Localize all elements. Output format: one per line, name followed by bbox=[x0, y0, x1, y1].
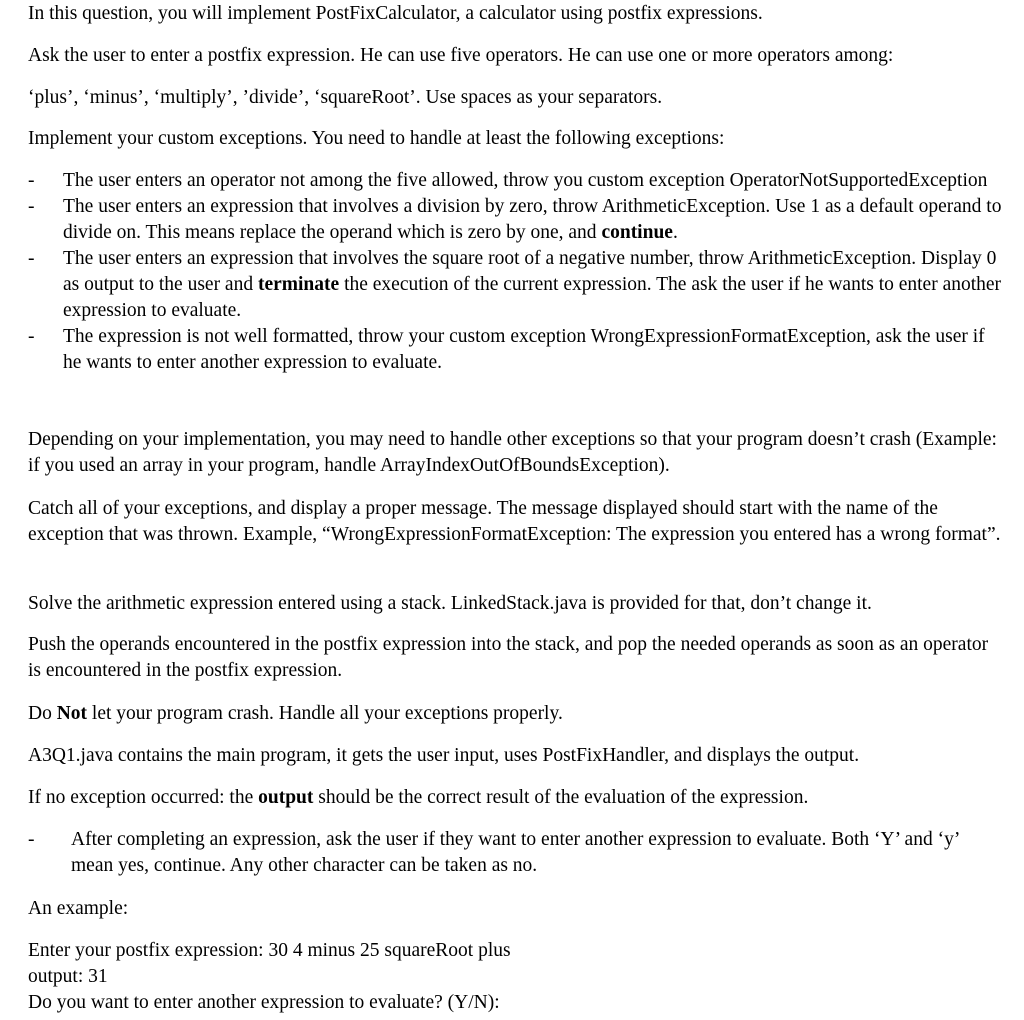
text-run: should be the correct result of the evaluation of the expression. bbox=[313, 787, 809, 808]
intro-paragraph: In this question, you will implement PostFixCalculator, a calculator using postfix expressions. bbox=[28, 3, 763, 24]
stack-paragraph: Solve the arithmetic expression entered using a stack. LinkedStack.java is provided for that, don’t change it. bbox=[28, 593, 872, 614]
main-program-paragraph: A3Q1.java contains the main program, it gets the user input, uses PostFixHandler, and displays the output. bbox=[28, 745, 860, 766]
list-item-text: The user enters an expression that involves a division by zero, throw ArithmeticException. Use 1 as a default operand to divide on. This means replace the operand which is zero by one, and bbox=[63, 196, 1002, 243]
bullet-dash: - bbox=[28, 829, 35, 850]
list-item bbox=[28, 827, 1003, 879]
continue-list bbox=[28, 827, 1003, 879]
text-run: let your program crash. Handle all your exceptions properly. bbox=[87, 703, 563, 724]
list-item-text: . bbox=[672, 222, 678, 243]
list-item-text: The user enters an operator not among the five allowed, throw you custom exception OperatorNotSupportedException bbox=[63, 170, 988, 191]
example-line: Do you want to enter another expression to evaluate? (Y/N): bbox=[28, 992, 500, 1013]
bullet-dash: - bbox=[28, 248, 35, 269]
example-block bbox=[28, 938, 1003, 1016]
list-item-text: The expression is not well formatted, throw your custom exception WrongExpressionFormatException, ask the user if he wants to enter another expression to evaluate. bbox=[63, 326, 985, 373]
bold-text: continue bbox=[601, 222, 673, 243]
catch-exceptions-paragraph: Catch all of your exceptions, and display a proper message. The message displayed should start with the name of the exception that was thrown. Example, “WrongExpressionFormatException: The expression you entered has a wrong format”. bbox=[28, 498, 1001, 545]
no-crash-paragraph bbox=[28, 701, 1003, 727]
example-line: output: 31 bbox=[28, 966, 108, 987]
list-item bbox=[28, 324, 1003, 376]
list-item-text: The user enters an expression that involves the square root of a negative number, throw ArithmeticException. Display 0 as output to the user and bbox=[63, 248, 997, 295]
bullet-dash: - bbox=[28, 196, 35, 217]
list-item bbox=[28, 194, 1003, 246]
text-run: If no exception occurred: the bbox=[28, 787, 259, 808]
exceptions-list bbox=[28, 168, 1003, 376]
text-run: Do bbox=[28, 703, 57, 724]
list-item bbox=[28, 168, 1003, 194]
bold-text: Not bbox=[56, 703, 88, 724]
list-item-text: After completing an expression, ask the user if they want to enter another expression to evaluate. Both ‘Y’ and ‘y’ mean yes, continue. Any other character can be taken as no. bbox=[71, 829, 959, 876]
bullet-dash: - bbox=[28, 326, 35, 347]
input-instructions-paragraph: Ask the user to enter a postfix expression. He can use five operators. He can use one or more operators among: bbox=[28, 45, 894, 66]
push-pop-paragraph: Push the operands encountered in the postfix expression into the stack, and pop the needed operands as soon as an operator is encountered in the postfix expression. bbox=[28, 634, 989, 681]
example-heading: An example: bbox=[28, 898, 129, 919]
example-line: Enter your postfix expression: 30 4 minus 25 squareRoot plus bbox=[28, 940, 511, 961]
bullet-dash: - bbox=[28, 170, 35, 191]
bold-text: output bbox=[258, 787, 314, 808]
exceptions-intro-paragraph: Implement your custom exceptions. You need to handle at least the following exceptions: bbox=[28, 128, 725, 149]
bold-text: terminate bbox=[257, 274, 340, 295]
list-item-text: the execution of the current expression. The ask the user if he wants to enter another expression to evaluate. bbox=[63, 274, 1002, 321]
list-item bbox=[28, 246, 1003, 324]
operators-paragraph: ‘plus’, ‘minus’, ‘multiply’, ’divide’, ‘squareRoot’. Use spaces as your separators. bbox=[28, 87, 663, 108]
output-paragraph bbox=[28, 785, 1003, 811]
other-exceptions-paragraph: Depending on your implementation, you may need to handle other exceptions so that your program doesn’t crash (Example: if you used an array in your program, handle ArrayIndexOutOfBoundsException). bbox=[28, 429, 997, 476]
